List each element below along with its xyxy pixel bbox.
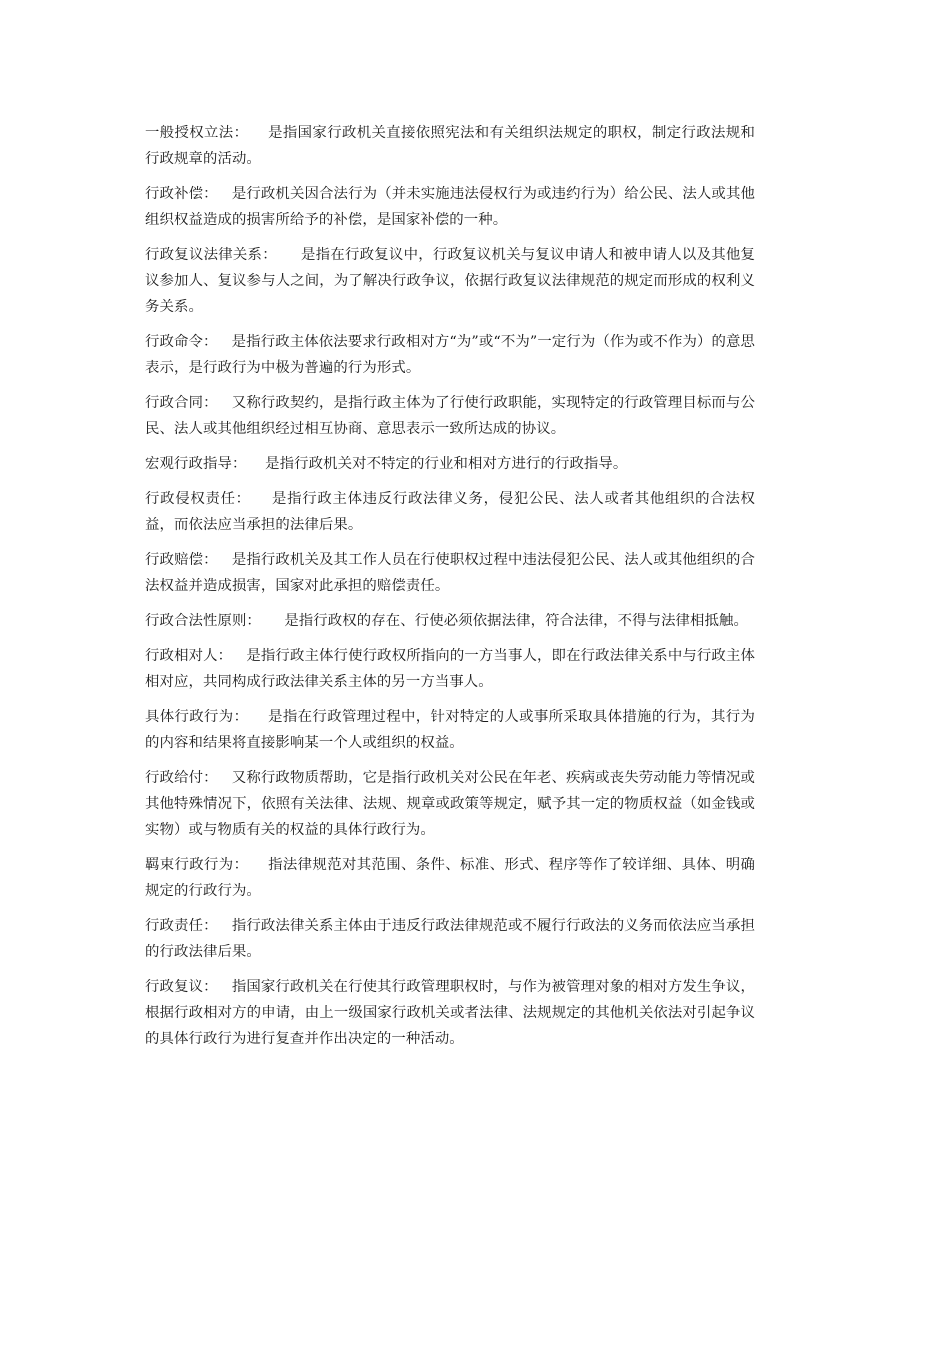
glossary-entry <box>145 608 755 634</box>
glossary-entry <box>145 913 755 965</box>
term-definition: 指法律规范对其范围、条件、标准、形式、程序等作了较详细、具体、明确规定的行政行为。 <box>145 857 756 899</box>
glossary-entry <box>145 120 755 172</box>
term-definition: 是指行政机关对不特定的行业和相对方进行的行政指导。 <box>265 456 628 472</box>
glossary-entry <box>145 765 755 843</box>
term-label: 行政责任： <box>145 918 218 934</box>
term-definition: 是指行政主体违反行政法律义务，侵犯公民、法人或者其他组织的合法权益，而依法应当承担的法律后果。 <box>145 491 756 533</box>
term-label: 行政给付： <box>145 770 218 786</box>
glossary-entry <box>145 486 755 538</box>
glossary-entry <box>145 704 755 756</box>
glossary-entry <box>145 547 755 599</box>
term-label: 行政合同： <box>145 395 218 411</box>
term-label: 行政命令： <box>145 334 218 350</box>
term-label: 羁束行政行为： <box>145 857 249 873</box>
glossary-entry <box>145 329 755 381</box>
term-definition: 又称行政契约，是指行政主体为了行使行政职能，实现特定的行政管理目标而与公民、法人或其他组织经过相互协商、意思表示一致所达成的协议。 <box>145 395 755 437</box>
term-spacer <box>218 186 232 202</box>
term-spacer <box>218 552 232 568</box>
term-definition: 是指在行政管理过程中，针对特定的人或事所采取具体措施的行为，其行为的内容和结果将直接影响某一个人或组织的权益。 <box>145 709 756 751</box>
term-label: 行政侵权责任： <box>145 491 251 507</box>
glossary-body <box>145 120 755 1061</box>
term-label: 一般授权立法： <box>145 125 249 141</box>
term-definition: 是指行政主体行使行政权所指向的一方当事人，即在行政法律关系中与行政主体相对应，共同构成行政法律关系主体的另一方当事人。 <box>145 648 755 690</box>
term-label: 行政赔偿： <box>145 552 218 568</box>
term-label: 行政补偿： <box>145 186 218 202</box>
term-spacer <box>277 247 301 263</box>
term-spacer <box>218 770 232 786</box>
glossary-entry <box>145 451 755 477</box>
term-spacer <box>218 395 232 411</box>
term-definition: 又称行政物质帮助，它是指行政机关对公民在年老、疾病或丧失劳动能力等情况或其他特殊情况下，依照有关法律、法规、规章或政策等规定，赋予其一定的物质权益（如金钱或实物）或与物质有关的权益的具体行政行为。 <box>145 770 755 838</box>
term-spacer <box>251 491 272 507</box>
term-label: 行政相对人： <box>145 648 233 664</box>
term-spacer <box>232 648 246 664</box>
term-spacer <box>248 709 268 725</box>
term-definition: 是指行政主体依法要求行政相对方“为”或“不为”一定行为（作为或不作为）的意思表示，是行政行为中极为普遍的行为形式。 <box>145 334 755 376</box>
glossary-entry <box>145 852 755 904</box>
term-definition: 是行政机关因合法行为（并未实施违法侵权行为或违约行为）给公民、法人或其他组织权益造成的损害所给予的补偿，是国家补偿的一种。 <box>145 186 755 228</box>
term-definition: 指国家行政机关在行使其行政管理职权时，与作为被管理对象的相对方发生争议，根据行政相对方的申请，由上一级国家行政机关或者法律、法规规定的其他机关依法对引起争议的具体行政行为进行复查并作出决定的一种活动。 <box>145 979 755 1047</box>
term-definition: 指行政法律关系主体由于违反行政法律规范或不履行行政法的义务而依法应当承担的行政法律后果。 <box>145 918 755 960</box>
term-spacer <box>248 125 268 141</box>
term-spacer <box>218 918 232 934</box>
term-spacer <box>246 456 265 472</box>
glossary-entry <box>145 974 755 1052</box>
term-label: 行政复议法律关系： <box>145 247 277 263</box>
term-spacer <box>261 613 284 629</box>
glossary-entry <box>145 643 755 695</box>
term-definition: 是指行政权的存在、行使必须依据法律，符合法律，不得与法律相抵触。 <box>284 613 749 629</box>
term-label: 宏观行政指导： <box>145 456 247 472</box>
term-label: 行政合法性原则： <box>145 613 261 629</box>
glossary-entry <box>145 390 755 442</box>
glossary-entry <box>145 181 755 233</box>
term-label: 具体行政行为： <box>145 709 249 725</box>
term-spacer <box>248 857 268 873</box>
term-definition: 是指行政机关及其工作人员在行使职权过程中违法侵犯公民、法人或其他组织的合法权益并造成损害，国家对此承担的赔偿责任。 <box>145 552 755 594</box>
glossary-entry <box>145 242 755 320</box>
term-definition: 是指国家行政机关直接依照宪法和有关组织法规定的职权，制定行政法规和行政规章的活动。 <box>145 125 756 167</box>
term-spacer <box>218 334 232 350</box>
term-spacer <box>218 979 232 995</box>
term-definition: 是指在行政复议中，行政复议机关与复议申请人和被申请人以及其他复议参加人、复议参与人之间，为了解决行政争议，依据行政复议法律规范的规定而形成的权利义务关系。 <box>145 247 756 315</box>
term-label: 行政复议： <box>145 979 218 995</box>
